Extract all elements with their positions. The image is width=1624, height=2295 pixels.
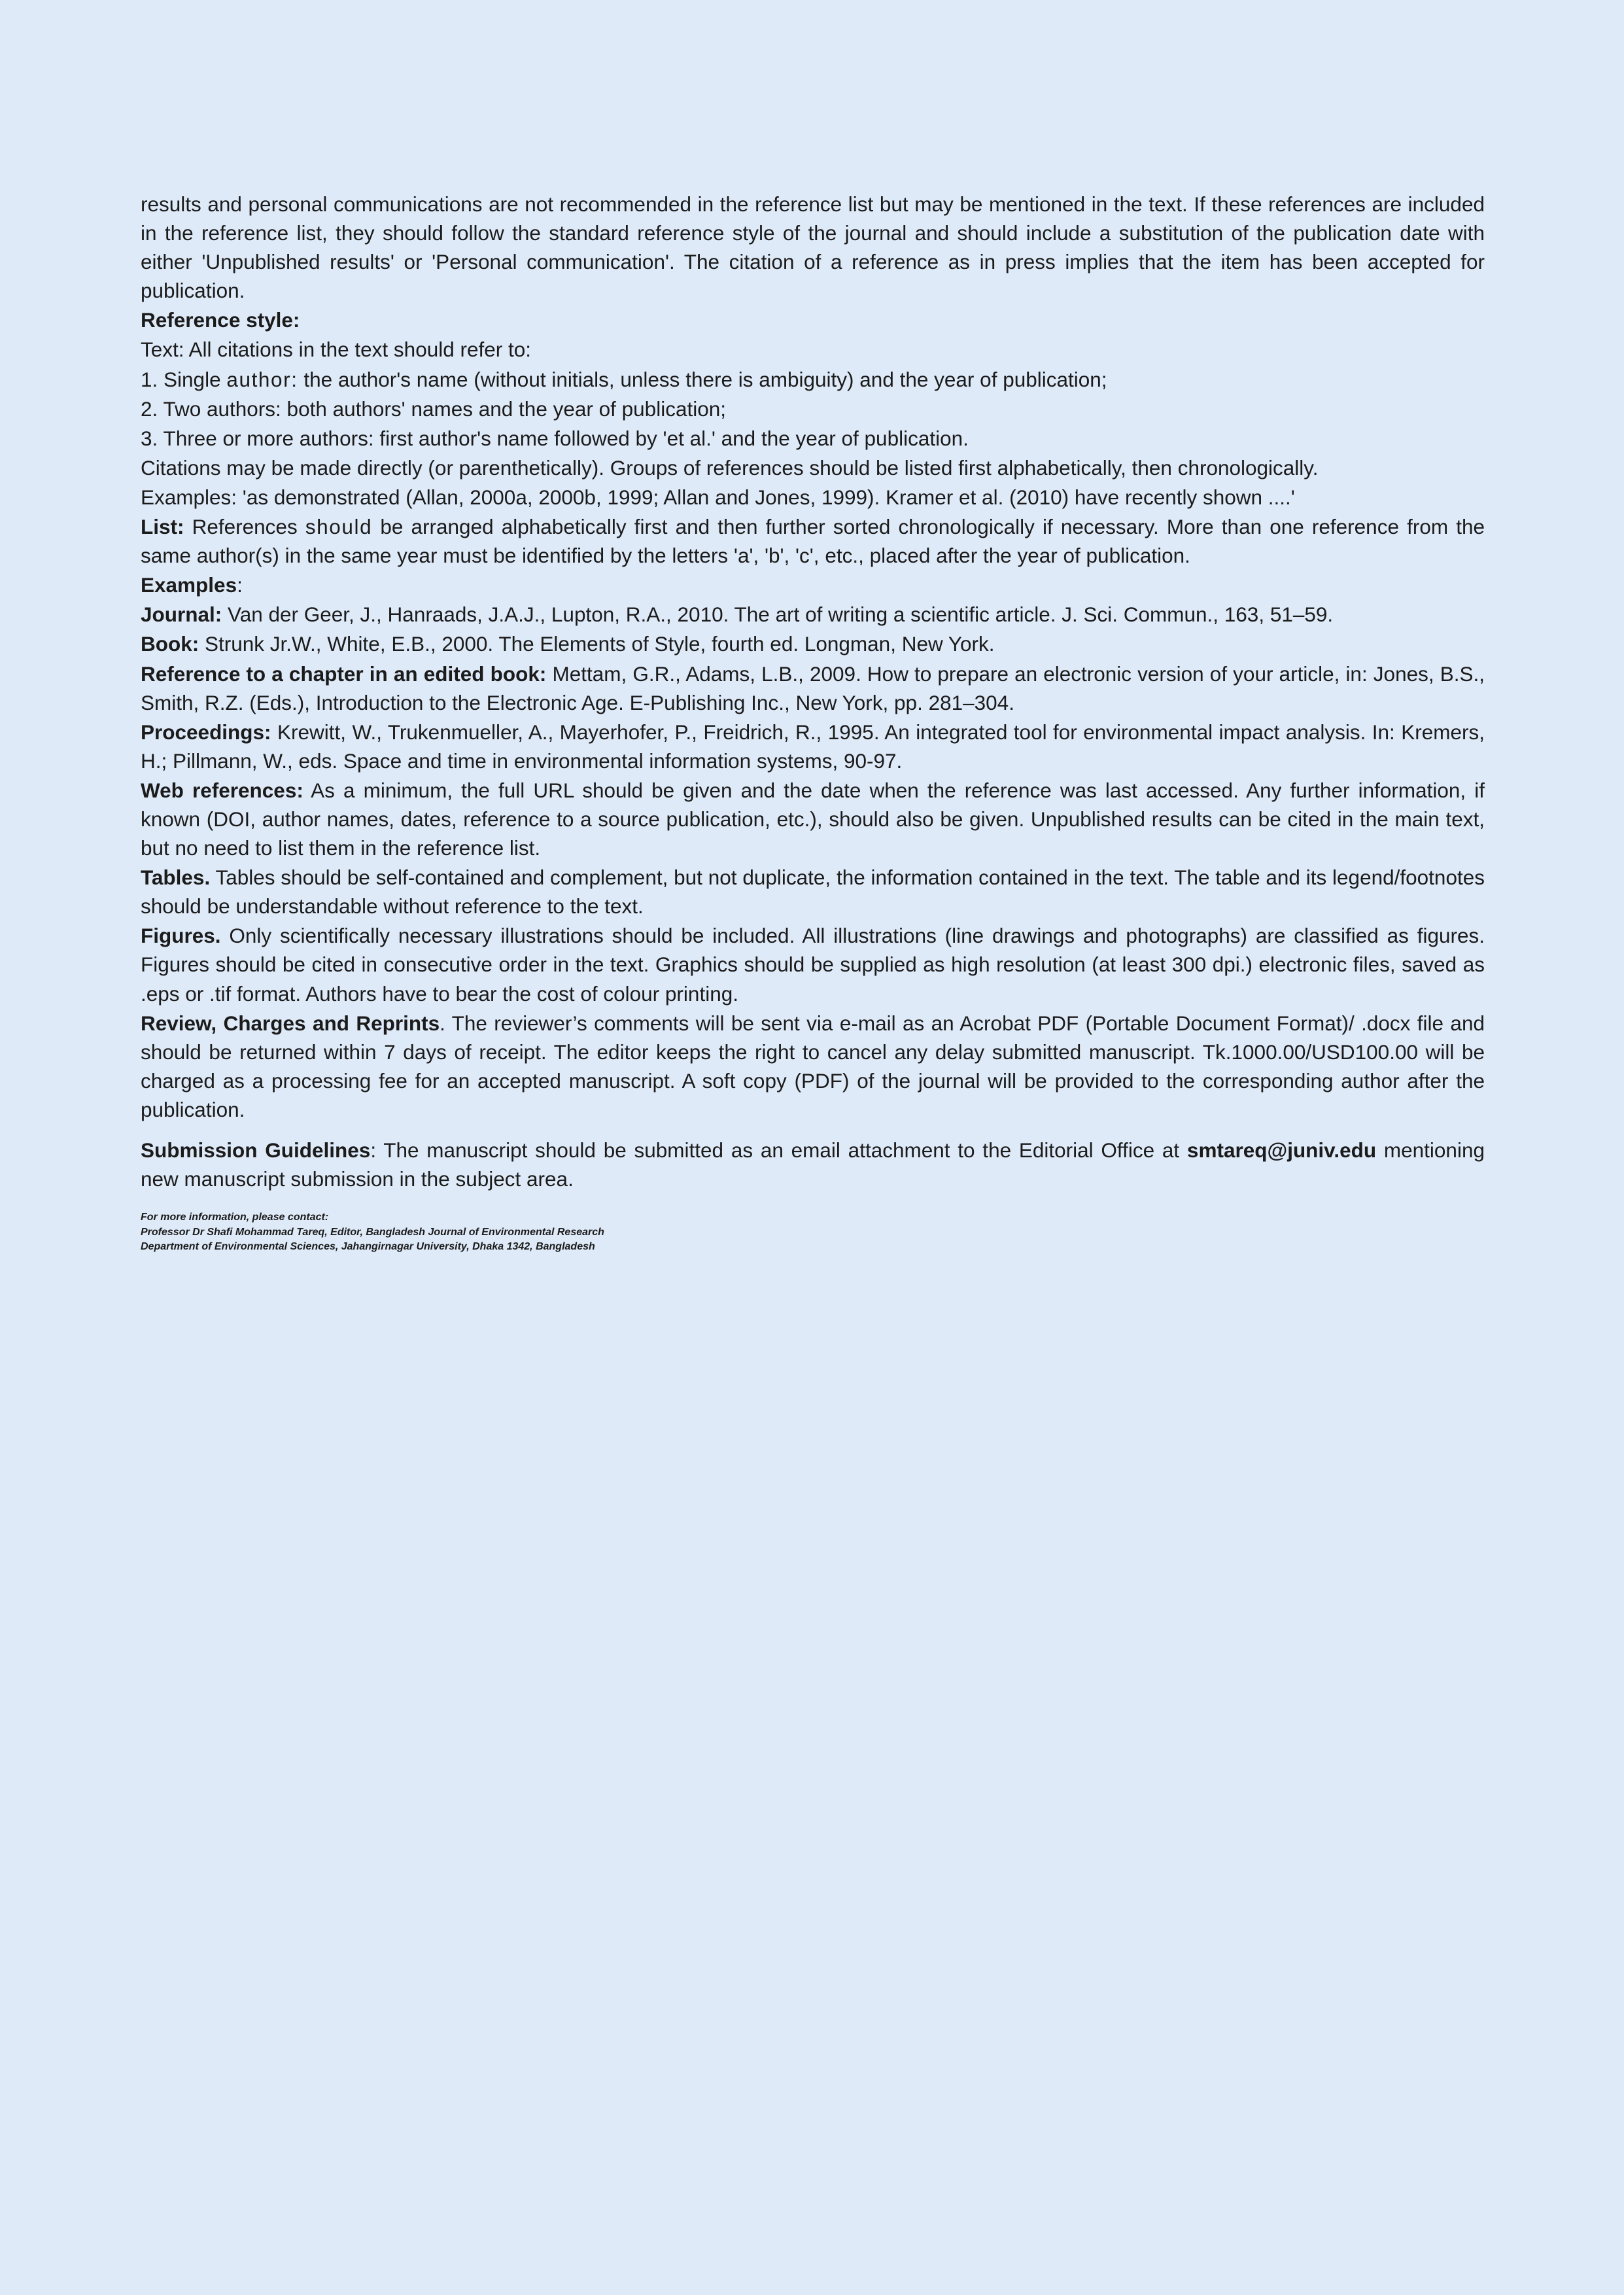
paragraph-example-journal xyxy=(141,600,1485,629)
paragraph-example-proceedings xyxy=(141,718,1485,775)
text-run: mentioning new manuscript submission in the subject area. xyxy=(141,1138,1485,1191)
bold-run: Examples xyxy=(141,573,237,597)
text-run: : The manuscript should be submitted as an email attachment to the Editorial Office at xyxy=(370,1138,1187,1162)
paragraph-citation-rule-1 xyxy=(141,365,1485,394)
paragraph-web-references xyxy=(141,776,1485,862)
paragraph-text-citations-intro xyxy=(141,335,1485,364)
text-run: be arranged alphabetically first and then further sorted chronologically if necessary. More than one reference from the same author(s) in the same year must be identified by the letters 'a', 'b', 'c', etc., placed after the year of publication. xyxy=(141,515,1485,568)
text-run: Examples: 'as demonstrated (Allan, 2000a, 2000b, 1999; Allan and Jones, 1999). Kramer et al. (2010) have recently shown ....' xyxy=(141,485,1295,509)
bold-run: Journal: xyxy=(141,603,222,627)
bold-run: List: xyxy=(141,515,184,539)
text-run: 1. Single xyxy=(141,367,227,391)
paragraph-examples-heading xyxy=(141,570,1485,599)
bold-run: smtareq@juniv.edu xyxy=(1186,1138,1377,1162)
letterspaced-run: author: xyxy=(226,367,298,391)
bold-run: Tables. xyxy=(141,866,211,890)
paragraph-reference-style-heading xyxy=(141,306,1485,334)
paragraph-citations-grouping xyxy=(141,453,1485,482)
paragraph-tables-rule xyxy=(141,863,1485,920)
bold-run: Submission Guidelines xyxy=(141,1138,371,1162)
paragraph-unpublished-results xyxy=(141,190,1485,305)
bold-run: Figures. xyxy=(141,924,221,948)
text-run: results and personal communications are not recommended in the reference list but may be mentioned in the text. If these references are included in the reference list, they should follow the standard reference style of the journal and should include a substitution of the publication date with either 'Unpublished results' or 'Personal communication'. The citation of a reference as in press implies that the item has been accepted for publication. xyxy=(141,192,1485,303)
paragraph-submission-guidelines xyxy=(141,1136,1485,1193)
text-run: Tables should be self-contained and complement, but not duplicate, the information contained in the text. The table and its legend/footnotes should be understandable without reference to the text. xyxy=(141,866,1485,919)
paragraph-example-chapter xyxy=(141,659,1485,717)
text-run: the author's name (without initials, unless there is ambiguity) and the year of publication; xyxy=(298,367,1107,391)
bold-run: Book: xyxy=(141,632,199,656)
text-run: 3. Three or more authors: first author's name followed by 'et al.' and the year of publication. xyxy=(141,426,969,450)
text-run: : xyxy=(237,573,243,597)
text-run: Strunk Jr.W., White, E.B., 2000. The Elements of Style, fourth ed. Longman, New York. xyxy=(199,632,995,656)
bold-run: Reference style: xyxy=(141,308,300,332)
paragraph-figures-rule xyxy=(141,921,1485,1007)
contact-line-3: Department of Environmental Sciences, Jahangirnagar University, Dhaka 1342, Bangladesh xyxy=(141,1240,595,1252)
letterspaced-run: should xyxy=(305,515,373,539)
text-run: . The reviewer’s comments will be sent via e-mail as an Acrobat PDF (Portable Document Format)/ .docx file and should be returned within 7 days of receipt. The editor keeps the right to cancel any delay submitted manuscript. Tk.1000.00/USD100.00 will be charged as a processing fee for an accepted manuscript. A soft copy (PDF) of the journal will be provided to the corresponding author after the publication. xyxy=(141,1011,1485,1121)
paragraph-review-charges-reprints xyxy=(141,1009,1485,1124)
bold-run: Web references: xyxy=(141,778,303,802)
contact-line-2: Professor Dr Shafi Mohammad Tareq, Editor, Bangladesh Journal of Environmental Research xyxy=(141,1226,604,1238)
document-body xyxy=(141,190,1485,1193)
paragraph-citation-rule-3 xyxy=(141,424,1485,453)
text-run: Text: All citations in the text should refer to: xyxy=(141,338,532,362)
text-run: 2. Two authors: both authors' names and the year of publication; xyxy=(141,396,726,421)
contact-line-1: For more information, please contact: xyxy=(141,1212,329,1223)
paragraph-list-rule xyxy=(141,512,1485,570)
bold-run: Review, Charges and Reprints xyxy=(141,1011,440,1035)
paragraph-citation-examples xyxy=(141,483,1485,512)
text-run: As a minimum, the full URL should be given and the date when the reference was last accessed. Any further information, if known (DOI, author names, dates, reference to a source publication, etc.), should also be given. Unpublished results can be cited in the main text, but no need to list them in the reference list. xyxy=(141,778,1485,860)
paragraph-example-book xyxy=(141,629,1485,658)
text-run: Only scientifically necessary illustrations should be included. All illustrations (line drawings and photographs) are classified as figures. Figures should be cited in consecutive order in the text. Graphics should be supplied as high resolution (at least 300 dpi.) electronic files, saved as .eps or .tif format. Authors have to bear the cost of colour printing. xyxy=(141,924,1485,1006)
text-run: Citations may be made directly (or parenthetically). Groups of references should be listed first alphabetically, then chronologically. xyxy=(141,455,1319,480)
contact-block xyxy=(141,1210,1483,1254)
text-run: References xyxy=(184,515,305,539)
paragraph-citation-rule-2 xyxy=(141,394,1485,423)
text-run: Krewitt, W., Trukenmueller, A., Mayerhofer, P., Freidrich, R., 1995. An integrated tool for environmental impact analysis. In: Kremers, H.; Pillmann, W., eds. Space and time in environmental information systems, 90-97. xyxy=(141,720,1485,773)
text-run: Van der Geer, J., Hanraads, J.A.J., Lupton, R.A., 2010. The art of writing a scientific article. J. Sci. Commun., 163, 51–59. xyxy=(222,603,1334,627)
text-run: Mettam, G.R., Adams, L.B., 2009. How to prepare an electronic version of your article, in: Jones, B.S., Smith, R.Z. (Eds.), Introduction to the Electronic Age. E-Publishing Inc., New York, pp. 281–304. xyxy=(141,661,1485,714)
bold-run: Reference to a chapter in an edited book: xyxy=(141,661,547,686)
bold-run: Proceedings: xyxy=(141,720,271,744)
